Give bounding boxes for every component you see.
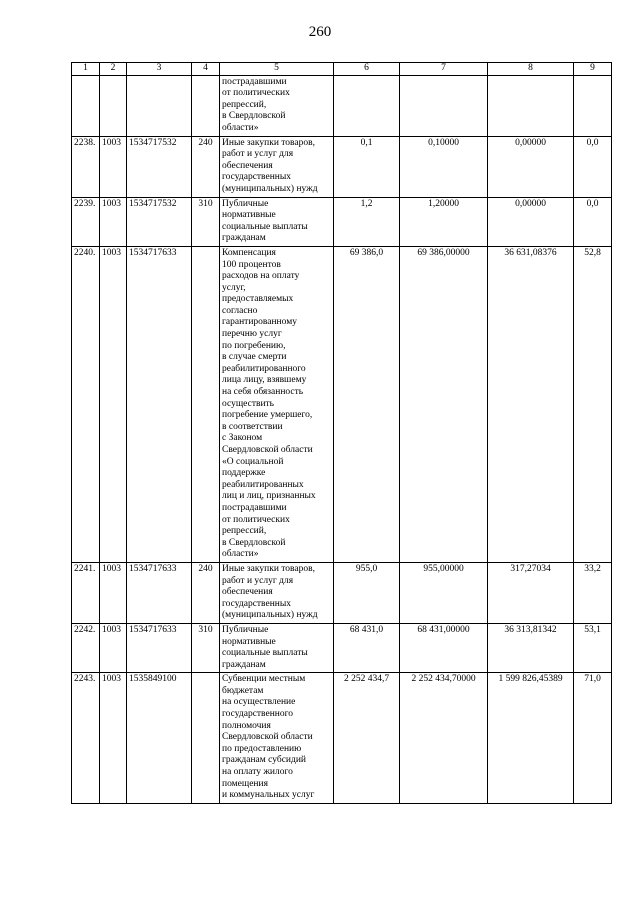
col-header-1: 1 (72, 63, 100, 76)
table-row (72, 673, 612, 804)
expense-type (192, 75, 220, 136)
target-code: 1534717633 (127, 246, 192, 562)
value-col6: 68 431,0 (334, 623, 400, 672)
description: Публичные нормативные социальные выплаты гражданам (220, 623, 334, 672)
value-col7 (400, 75, 488, 136)
expense-type: 240 (192, 136, 220, 197)
section-code: 1003 (100, 197, 127, 246)
table-row (72, 562, 612, 623)
value-col8: 317,27034 (488, 562, 574, 623)
value-col8 (488, 75, 574, 136)
description: Компенсация 100 процентов расходов на оплату услуг, предоставляемых согласно гарантированному перечню услуг по погребению, в случае смерти реабилитированного лица лицу, взявшему на себя обязанность осуществить погребение умершего, в соответствии с Законом Свердловской области «О социальной поддержке реабилитированных лиц и лиц, признанных пострадавшими от политических репрессий, в Свердловской области» (220, 246, 334, 562)
value-col8: 36 313,81342 (488, 623, 574, 672)
value-col6 (334, 75, 400, 136)
table-row (72, 623, 612, 672)
budget-table (71, 62, 612, 804)
col-header-3: 3 (127, 63, 192, 76)
description: пострадавшими от политических репрессий, в Свердловской области» (220, 75, 334, 136)
value-col9: 52,8 (574, 246, 612, 562)
value-col9: 0,0 (574, 197, 612, 246)
row-number (72, 75, 100, 136)
col-header-8: 8 (488, 63, 574, 76)
value-col9: 33,2 (574, 562, 612, 623)
target-code (127, 75, 192, 136)
section-code: 1003 (100, 246, 127, 562)
target-code: 1534717532 (127, 136, 192, 197)
value-col9 (574, 75, 612, 136)
description: Иные закупки товаров, работ и услуг для обеспечения государственных (муниципальных) нужд (220, 136, 334, 197)
value-col7: 1,20000 (400, 197, 488, 246)
description: Иные закупки товаров, работ и услуг для обеспечения государственных (муниципальных) нужд (220, 562, 334, 623)
target-code: 1534717532 (127, 197, 192, 246)
table-row (72, 75, 612, 136)
row-number: 2238. (72, 136, 100, 197)
value-col6: 1,2 (334, 197, 400, 246)
row-number: 2240. (72, 246, 100, 562)
value-col6: 2 252 434,7 (334, 673, 400, 804)
expense-type (192, 673, 220, 804)
value-col8: 0,00000 (488, 136, 574, 197)
col-header-7: 7 (400, 63, 488, 76)
header-row (72, 63, 612, 76)
value-col9: 53,1 (574, 623, 612, 672)
section-code: 1003 (100, 562, 127, 623)
value-col7: 69 386,00000 (400, 246, 488, 562)
table-row (72, 136, 612, 197)
value-col7: 0,10000 (400, 136, 488, 197)
col-header-6: 6 (334, 63, 400, 76)
col-header-2: 2 (100, 63, 127, 76)
row-number: 2243. (72, 673, 100, 804)
col-header-5: 5 (220, 63, 334, 76)
table-row (72, 246, 612, 562)
table-row (72, 197, 612, 246)
value-col7: 955,00000 (400, 562, 488, 623)
value-col8: 1 599 826,45389 (488, 673, 574, 804)
expense-type: 310 (192, 623, 220, 672)
col-header-4: 4 (192, 63, 220, 76)
section-code: 1003 (100, 673, 127, 804)
value-col7: 68 431,00000 (400, 623, 488, 672)
description: Публичные нормативные социальные выплаты гражданам (220, 197, 334, 246)
target-code: 1534717633 (127, 623, 192, 672)
value-col9: 71,0 (574, 673, 612, 804)
value-col8: 0,00000 (488, 197, 574, 246)
value-col6: 955,0 (334, 562, 400, 623)
value-col8: 36 631,08376 (488, 246, 574, 562)
value-col6: 0,1 (334, 136, 400, 197)
value-col9: 0,0 (574, 136, 612, 197)
expense-type: 240 (192, 562, 220, 623)
expense-type: 310 (192, 197, 220, 246)
row-number: 2242. (72, 623, 100, 672)
row-number: 2241. (72, 562, 100, 623)
page-number: 260 (308, 24, 332, 40)
value-col6: 69 386,0 (334, 246, 400, 562)
description: Субвенции местным бюджетам на осуществление государственного полномочия Свердловской области по предоставлению гражданам субсидий на оплату жилого помещения и коммунальных услуг (220, 673, 334, 804)
row-number: 2239. (72, 197, 100, 246)
target-code: 1534717633 (127, 562, 192, 623)
target-code: 1535849100 (127, 673, 192, 804)
section-code (100, 75, 127, 136)
expense-type (192, 246, 220, 562)
section-code: 1003 (100, 623, 127, 672)
col-header-9: 9 (574, 63, 612, 76)
section-code: 1003 (100, 136, 127, 197)
value-col7: 2 252 434,70000 (400, 673, 488, 804)
